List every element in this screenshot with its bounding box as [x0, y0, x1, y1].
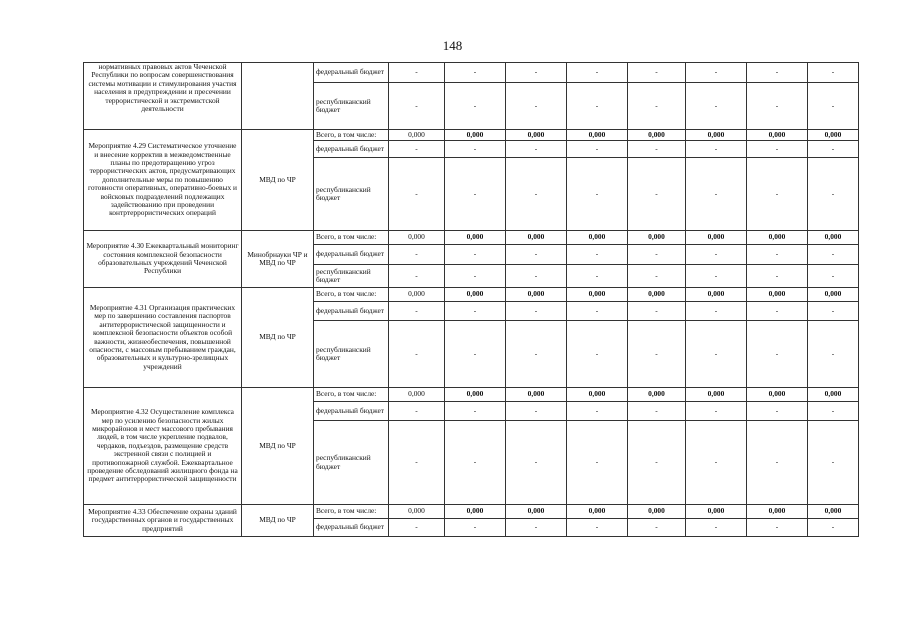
value-cell: - [747, 63, 808, 83]
value-cell: - [506, 402, 567, 421]
value-cell: - [567, 245, 628, 265]
value-cell: - [686, 245, 747, 265]
value-cell: - [808, 158, 859, 231]
funding-source-cell: Всего, в том числе: [314, 231, 389, 245]
value-cell: - [747, 265, 808, 288]
value-cell: 0,000 [567, 388, 628, 402]
value-cell: - [445, 519, 506, 537]
measure-cell: Мероприятие 4.32 Осуществление комплекса мер по усилению безопасности жилых микрорайонов и мест массового пребывания людей, в том числе укрепление подвалов, чердаков, подъездов, размещение средств экстренной связи с полицией и противопожарной службой. Ежеквартальное проведение обследований жилищного фонда на предмет антитеррористической защищенности [84, 388, 242, 505]
value-cell: 0,000 [445, 231, 506, 245]
value-cell: - [445, 402, 506, 421]
value-cell: - [628, 245, 686, 265]
value-cell: - [445, 321, 506, 388]
value-cell: - [747, 83, 808, 130]
value-cell: 0,000 [747, 231, 808, 245]
value-cell: - [686, 265, 747, 288]
value-cell: 0,000 [808, 288, 859, 302]
table-row [84, 63, 859, 83]
value-cell: - [808, 265, 859, 288]
funding-source-cell: республиканский бюджет [314, 158, 389, 231]
value-cell: - [686, 63, 747, 83]
value-cell: - [506, 83, 567, 130]
value-cell: - [567, 141, 628, 158]
value-cell: - [506, 265, 567, 288]
value-cell: - [506, 245, 567, 265]
value-cell: - [808, 421, 859, 505]
value-cell: 0,000 [445, 388, 506, 402]
value-cell: 0,000 [567, 130, 628, 141]
value-cell: - [445, 245, 506, 265]
funding-source-cell: федеральный бюджет [314, 402, 389, 421]
table-row [84, 231, 859, 245]
value-cell: - [686, 158, 747, 231]
value-cell: 0,000 [506, 505, 567, 519]
value-cell: - [747, 245, 808, 265]
value-cell: - [567, 321, 628, 388]
value-cell: - [389, 63, 445, 83]
value-cell: - [445, 158, 506, 231]
value-cell: - [506, 302, 567, 321]
value-cell: 0,000 [686, 288, 747, 302]
value-cell: - [808, 321, 859, 388]
value-cell: 0,000 [506, 388, 567, 402]
value-cell: - [808, 141, 859, 158]
value-cell: - [445, 63, 506, 83]
value-cell: 0,000 [506, 231, 567, 245]
value-cell: - [747, 158, 808, 231]
value-cell: - [747, 141, 808, 158]
executor-cell: МВД по ЧР [242, 130, 314, 231]
value-cell: - [445, 141, 506, 158]
value-cell: 0,000 [628, 130, 686, 141]
value-cell: - [808, 245, 859, 265]
value-cell: - [628, 402, 686, 421]
value-cell: - [506, 519, 567, 537]
value-cell: - [808, 402, 859, 421]
funding-source-cell: Всего, в том числе: [314, 130, 389, 141]
value-cell: 0,000 [389, 388, 445, 402]
value-cell: 0,000 [686, 130, 747, 141]
value-cell: 0,000 [747, 130, 808, 141]
value-cell: 0,000 [628, 505, 686, 519]
table-row [84, 505, 859, 519]
value-cell: - [389, 519, 445, 537]
value-cell: 0,000 [808, 130, 859, 141]
table-row [84, 130, 859, 141]
measure-cell: Мероприятие 4.30 Ежеквартальный мониторинг состояния комплексной безопасности образовательных учреждений Чеченской Республики [84, 231, 242, 288]
value-cell: - [686, 83, 747, 130]
value-cell: - [389, 421, 445, 505]
value-cell: 0,000 [628, 388, 686, 402]
value-cell: 0,000 [808, 388, 859, 402]
value-cell: - [506, 321, 567, 388]
value-cell: - [506, 63, 567, 83]
value-cell: 0,000 [567, 505, 628, 519]
value-cell: - [808, 63, 859, 83]
value-cell: 0,000 [686, 388, 747, 402]
funding-source-cell: федеральный бюджет [314, 245, 389, 265]
value-cell: 0,000 [506, 130, 567, 141]
value-cell: 0,000 [506, 288, 567, 302]
measure-cell: Мероприятие 4.31 Организация практических мер по завершению составления паспортов антитеррористической защищенности и комплексной безопасности объектов особой важности, жизнеобеспечения, повышенной опасности, с массовым пребыванием граждан, образовательных и культурно-зрелищных учреждений [84, 288, 242, 388]
value-cell: - [445, 83, 506, 130]
value-cell: - [747, 302, 808, 321]
value-cell: - [389, 83, 445, 130]
value-cell: - [445, 421, 506, 505]
value-cell: - [567, 421, 628, 505]
value-cell: 0,000 [389, 288, 445, 302]
value-cell: - [567, 302, 628, 321]
value-cell: - [567, 83, 628, 130]
measure-cell: Мероприятие 4.29 Систематическое уточнение и внесение корректив в межведомственные планы по предотвращению угроз террористических актов, предусматривающих дополнительные меры по повышению готовности оперативных, оперативно-боевых и войсковых подразделений подлежащих задействованию при проведении контртеррористических операций [84, 130, 242, 231]
value-cell: 0,000 [628, 288, 686, 302]
value-cell: - [567, 63, 628, 83]
value-cell: - [506, 158, 567, 231]
value-cell: - [389, 402, 445, 421]
value-cell: 0,000 [567, 231, 628, 245]
value-cell: 0,000 [389, 130, 445, 141]
budget-table [83, 62, 859, 537]
executor-cell: МВД по ЧР [242, 388, 314, 505]
value-cell: - [628, 141, 686, 158]
value-cell: 0,000 [686, 505, 747, 519]
value-cell: - [389, 158, 445, 231]
funding-source-cell: федеральный бюджет [314, 141, 389, 158]
value-cell: 0,000 [389, 505, 445, 519]
value-cell: - [389, 245, 445, 265]
funding-source-cell: республиканский бюджет [314, 265, 389, 288]
value-cell: - [628, 265, 686, 288]
page-number: 148 [442, 38, 463, 53]
funding-source-cell: республиканский бюджет [314, 83, 389, 130]
value-cell: - [628, 158, 686, 231]
value-cell: 0,000 [445, 505, 506, 519]
value-cell: - [686, 321, 747, 388]
value-cell: - [808, 302, 859, 321]
value-cell: - [445, 265, 506, 288]
funding-source-cell: федеральный бюджет [314, 63, 389, 83]
value-cell: - [506, 141, 567, 158]
funding-source-cell: Всего, в том числе: [314, 505, 389, 519]
value-cell: - [506, 421, 567, 505]
value-cell: - [808, 519, 859, 537]
value-cell: 0,000 [747, 505, 808, 519]
executor-cell: Минобрнауки ЧР и МВД по ЧР [242, 231, 314, 288]
executor-cell: МВД по ЧР [242, 288, 314, 388]
value-cell: - [567, 519, 628, 537]
measure-cell: нормативных правовых актов Чеченской Республики по вопросам совершенствования системы мотивации и стимулирования участия населения в предупреждении и пресечении террористической и экстремистской деятельности [84, 63, 242, 130]
value-cell: 0,000 [808, 231, 859, 245]
value-cell: 0,000 [445, 130, 506, 141]
value-cell: 0,000 [747, 388, 808, 402]
funding-source-cell: федеральный бюджет [314, 519, 389, 537]
value-cell: 0,000 [567, 288, 628, 302]
value-cell: - [628, 83, 686, 130]
executor-cell: МВД по ЧР [242, 505, 314, 537]
value-cell: - [686, 421, 747, 505]
table-row [84, 388, 859, 402]
measure-cell: Мероприятие 4.33 Обеспечение охраны зданий государственных органов и государственных предприятий [84, 505, 242, 537]
value-cell: - [808, 83, 859, 130]
value-cell: - [389, 141, 445, 158]
value-cell: - [686, 519, 747, 537]
value-cell: - [389, 265, 445, 288]
value-cell: - [747, 321, 808, 388]
value-cell: 0,000 [808, 505, 859, 519]
value-cell: 0,000 [747, 288, 808, 302]
funding-source-cell: федеральный бюджет [314, 302, 389, 321]
value-cell: - [628, 421, 686, 505]
value-cell: 0,000 [628, 231, 686, 245]
table-row [84, 288, 859, 302]
value-cell: - [567, 265, 628, 288]
value-cell: - [628, 302, 686, 321]
value-cell: - [686, 402, 747, 421]
value-cell: - [747, 519, 808, 537]
funding-source-cell: республиканский бюджет [314, 321, 389, 388]
value-cell: - [628, 63, 686, 83]
value-cell: - [747, 402, 808, 421]
funding-source-cell: Всего, в том числе: [314, 388, 389, 402]
value-cell: 0,000 [445, 288, 506, 302]
value-cell: - [567, 158, 628, 231]
value-cell: - [389, 302, 445, 321]
value-cell: 0,000 [686, 231, 747, 245]
value-cell: - [747, 421, 808, 505]
value-cell: - [389, 321, 445, 388]
funding-source-cell: республиканский бюджет [314, 421, 389, 505]
value-cell: - [567, 402, 628, 421]
value-cell: - [686, 302, 747, 321]
value-cell: - [628, 519, 686, 537]
executor-cell [242, 63, 314, 130]
funding-source-cell: Всего, в том числе: [314, 288, 389, 302]
value-cell: - [628, 321, 686, 388]
value-cell: 0,000 [389, 231, 445, 245]
value-cell: - [445, 302, 506, 321]
value-cell: - [686, 141, 747, 158]
